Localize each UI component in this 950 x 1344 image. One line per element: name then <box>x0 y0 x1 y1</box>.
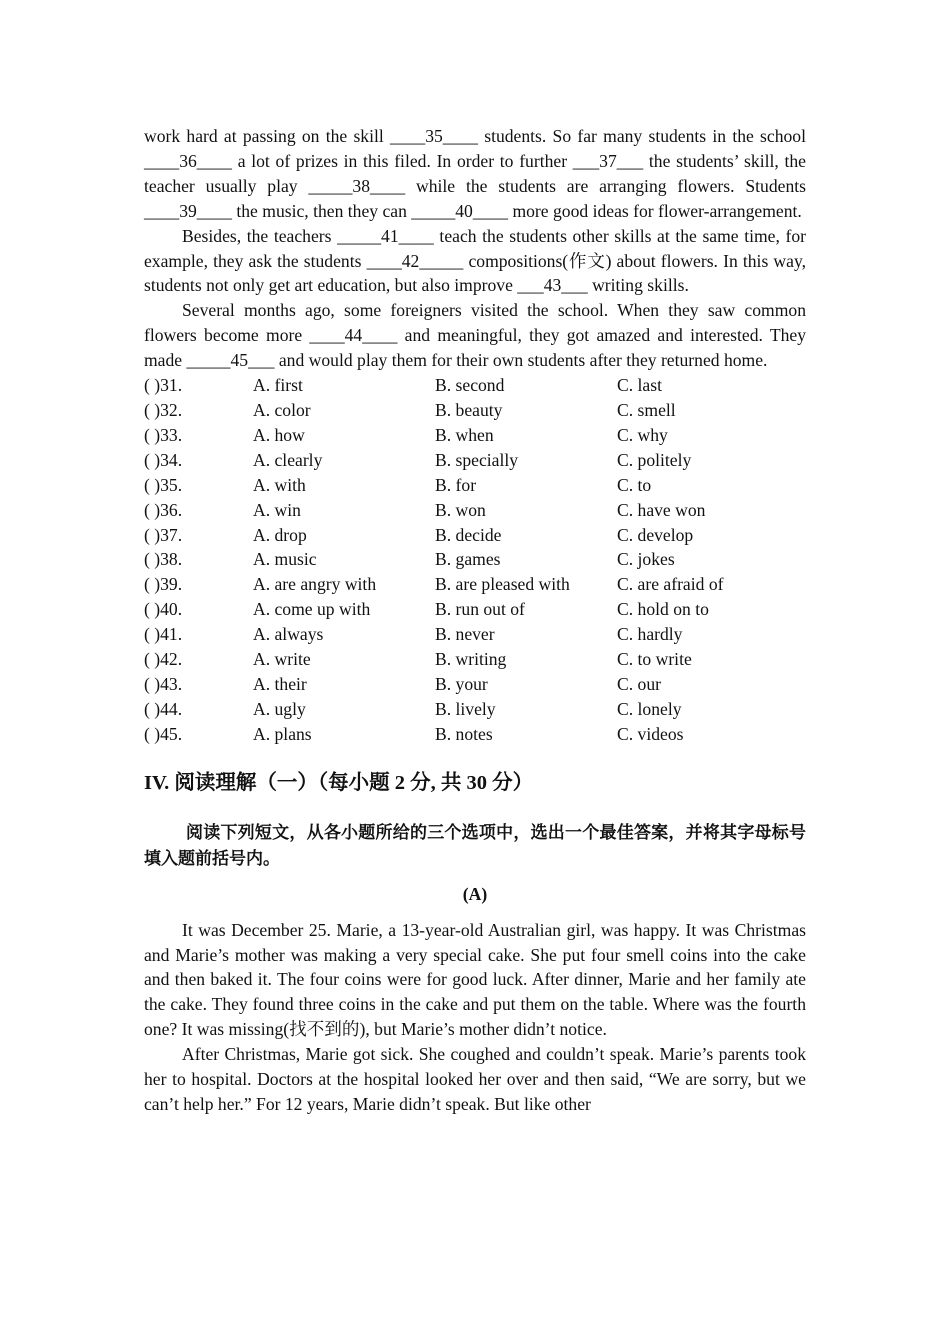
option-b: B. run out of <box>435 599 525 620</box>
option-c: C. develop <box>617 524 694 545</box>
option-row <box>144 547 723 572</box>
option-c: C. hardly <box>617 624 683 645</box>
option-a: A. write <box>253 649 311 670</box>
option-b: B. beauty <box>435 399 503 420</box>
option-row <box>144 523 723 548</box>
option-c: C. videos <box>617 723 684 744</box>
option-c: C. our <box>617 673 661 694</box>
option-row <box>144 722 723 747</box>
option-c: C. to write <box>617 649 692 670</box>
option-b: B. for <box>435 474 477 495</box>
page-content <box>144 124 806 1117</box>
cloze-paragraph-2: Besides, the teachers _____41____ teach the students other skills at the same time, for example, they ask the students ____42_____ compositions(作文) about flowers. In this way, students not only get art education, but also improve ___43___ writing skills. <box>144 225 806 296</box>
question-number: ( )43. <box>144 673 183 694</box>
question-number: ( )36. <box>144 499 183 520</box>
reading-paragraph-2: After Christmas, Marie got sick. She coughed and couldn’t speak. Marie’s parents took her to hospital. Doctors at the hospital looked her over and then said, “We are sorry, but we can’t help her.” For 12 years, Marie didn’t speak. But like other <box>144 1044 806 1114</box>
option-a: A. how <box>253 424 305 445</box>
question-number: ( )45. <box>144 723 183 744</box>
cloze-paragraph-1: work hard at passing on the skill ____35____ students. So far many students in the school ____36____ a lot of prizes in this filed. In order to further ___37___ the students’ skill, the teacher usually play _____38____ while the students are arranging flowers. Students ____39____ the music, then they can _____40____ more good ideas for flower-arrangement. <box>144 126 806 221</box>
option-b: B. games <box>435 549 501 570</box>
option-b: B. specially <box>435 449 519 470</box>
reading-passage <box>144 918 806 1117</box>
question-number: ( )33. <box>144 424 183 445</box>
option-c: C. have won <box>617 499 706 520</box>
question-number: ( )44. <box>144 698 183 719</box>
option-a: A. win <box>253 499 301 520</box>
question-number: ( )32. <box>144 399 183 420</box>
option-a: A. drop <box>253 524 307 545</box>
option-row <box>144 622 723 647</box>
cloze-paragraph-3: Several months ago, some foreigners visited the school. When they saw common flowers become more ____44____ and meaningful, they got amazed and interested. They made _____45___ and would play them for their own students after they returned home. <box>144 300 806 371</box>
option-c: C. jokes <box>617 549 675 570</box>
option-c: C. hold on to <box>617 599 709 620</box>
option-row <box>144 697 723 722</box>
reading-paragraph-1: It was December 25. Marie, a 13-year-old Australian girl, was happy. It was Christmas and Marie’s mother was making a very special cake. She put four smell coins into the cake and then baked it. The four coins were for good luck. After dinner, Marie and her family ate the cake. They found three coins in the cake and put them on the table. Where was the fourth one? It was missing(找不到的), but Marie’s mother didn’t notice. <box>144 919 806 1040</box>
question-number: ( )40. <box>144 599 183 620</box>
options-table <box>144 373 723 747</box>
option-b: B. won <box>435 499 486 520</box>
option-a: A. ugly <box>253 698 306 719</box>
option-row <box>144 448 723 473</box>
option-row <box>144 373 723 398</box>
option-row <box>144 597 723 622</box>
option-b: B. your <box>435 673 488 694</box>
option-c: C. why <box>617 424 668 445</box>
option-b: B. lively <box>435 698 496 719</box>
option-a: A. always <box>253 624 324 645</box>
option-a: A. their <box>253 673 307 694</box>
option-a: A. first <box>253 375 303 396</box>
section-instruction: 阅读下列短文，从各小题所给的三个选项中，选出一个最佳答案，并将其字母标号填入题前括号内。 <box>144 822 806 868</box>
question-number: ( )35. <box>144 474 183 495</box>
question-number: ( )39. <box>144 574 183 595</box>
option-b: B. never <box>435 624 495 645</box>
option-b: B. are pleased with <box>435 574 570 595</box>
question-number: ( )31. <box>144 375 183 396</box>
option-row <box>144 423 723 448</box>
question-number: ( )37. <box>144 524 183 545</box>
option-row <box>144 473 723 498</box>
question-number: ( )41. <box>144 624 183 645</box>
option-b: B. decide <box>435 524 502 545</box>
option-a: A. music <box>253 549 317 570</box>
option-c: C. last <box>617 375 662 396</box>
option-a: A. come up with <box>253 599 371 620</box>
question-number: ( )42. <box>144 649 183 670</box>
option-c: C. politely <box>617 449 692 470</box>
section-title: IV. 阅读理解（一）（每小题 2 分, 共 30 分） <box>144 771 534 794</box>
option-b: B. notes <box>435 723 493 744</box>
option-b: B. when <box>435 424 494 445</box>
option-a: A. clearly <box>253 449 323 470</box>
option-row <box>144 672 723 697</box>
option-c: C. to <box>617 474 652 495</box>
question-number: ( )38. <box>144 549 183 570</box>
option-b: B. writing <box>435 649 507 670</box>
question-number: ( )34. <box>144 449 183 470</box>
option-c: C. lonely <box>617 698 682 719</box>
option-c: C. are afraid of <box>617 574 724 595</box>
option-b: B. second <box>435 375 505 396</box>
option-a: A. color <box>253 399 311 420</box>
option-a: A. with <box>253 474 306 495</box>
option-a: A. are angry with <box>253 574 377 595</box>
option-c: C. smell <box>617 399 676 420</box>
option-row <box>144 398 723 423</box>
option-row <box>144 647 723 672</box>
option-row <box>144 572 723 597</box>
option-row <box>144 498 723 523</box>
option-a: A. plans <box>253 723 312 744</box>
passage-label: (A) <box>462 883 488 904</box>
